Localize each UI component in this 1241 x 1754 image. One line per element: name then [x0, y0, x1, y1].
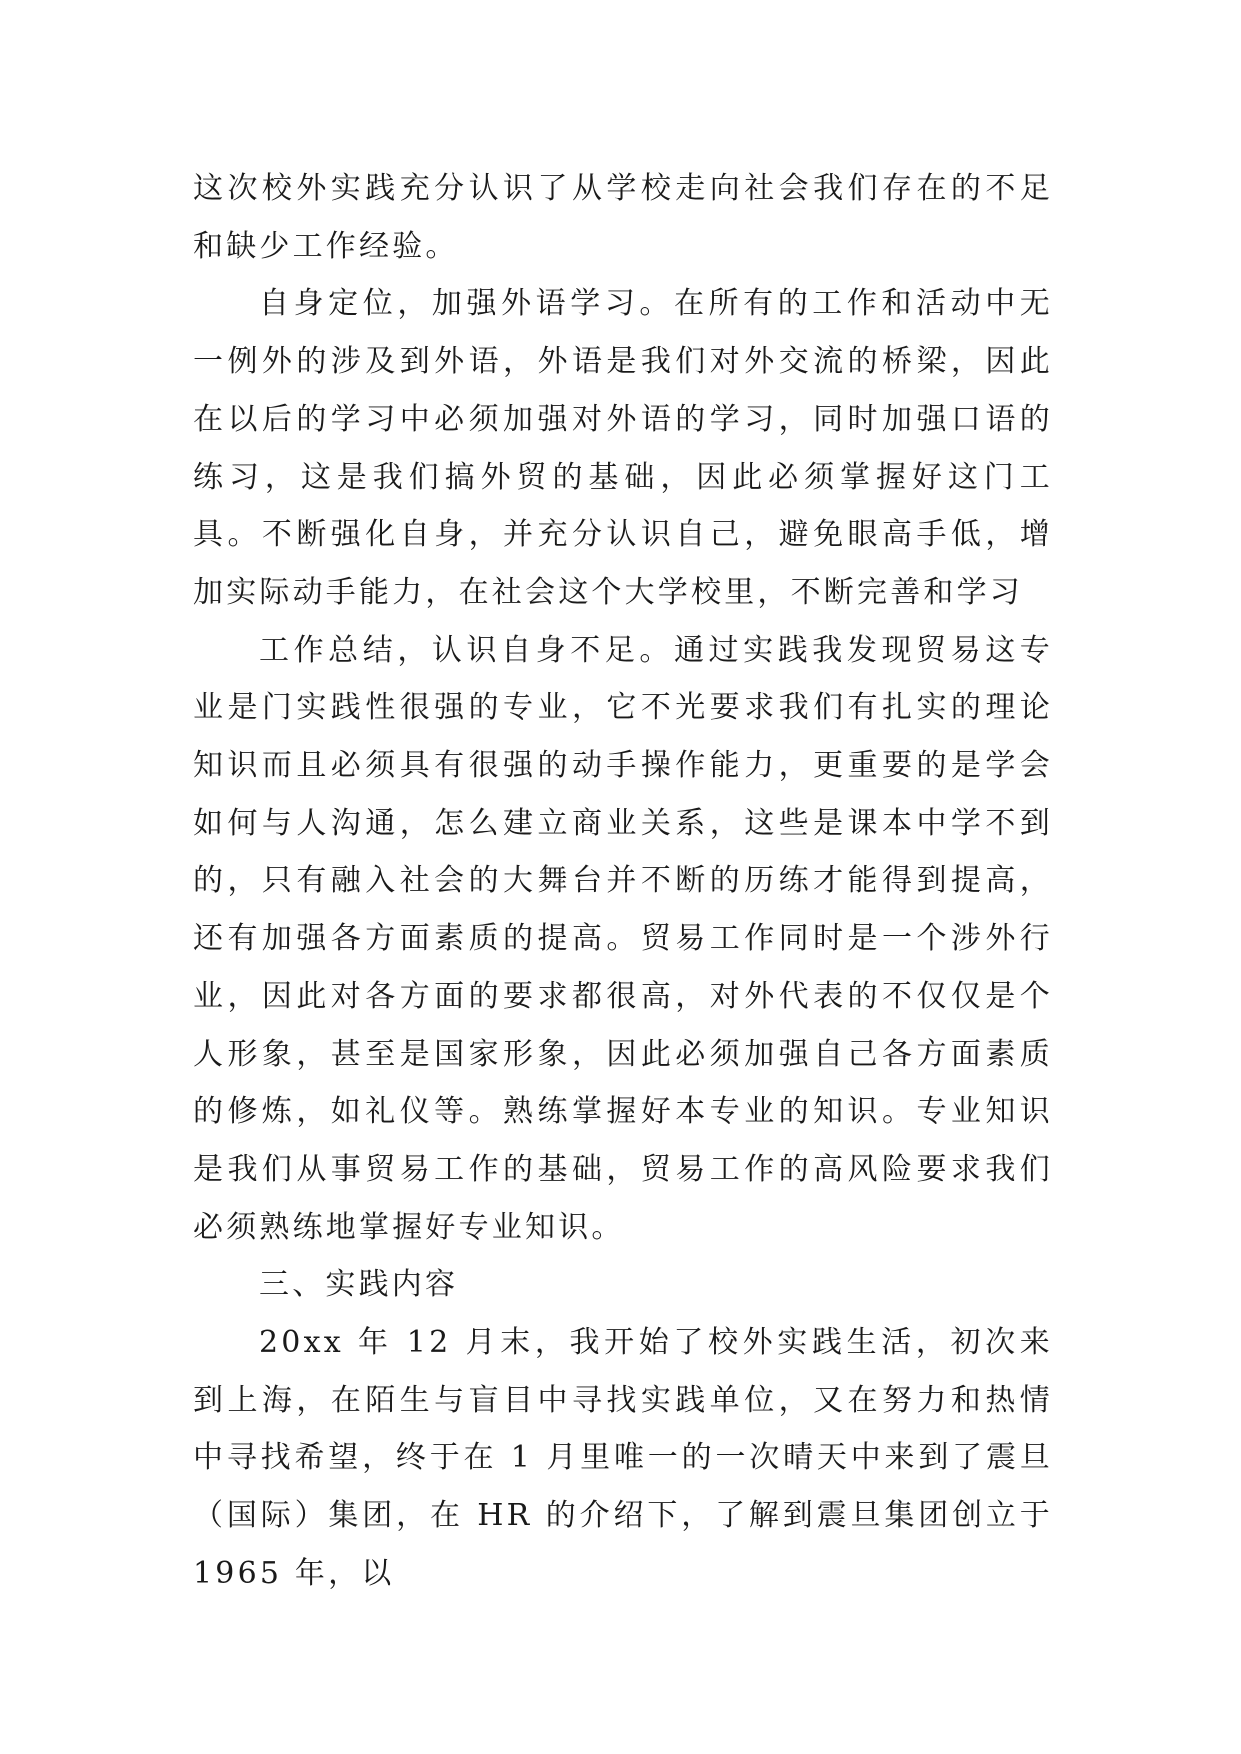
section-heading: 三、实践内容: [259, 1267, 459, 1303]
paragraph-1: 这次校外实践充分认识了从学校走向社会我们存在的不足和缺少工作经验。: [193, 171, 1053, 264]
document-body: [193, 160, 1053, 1603]
paragraph-2: 自身定位，加强外语学习。在所有的工作和活动中无一例外的涉及到外语，外语是我们对外交流的桥梁，因此在以后的学习中必须加强对外语的学习，同时加强口语的练习，这是我们搞外贸的基础，因此必须掌握好这门工具。不断强化自身，并充分认识自己，避免眼高手低，增加实际动手能力，在社会这个大学校里，不断完善和学习: [193, 286, 1053, 610]
paragraph-4: 20xx 年 12 月末，我开始了校外实践生活，初次来到上海，在陌生与盲目中寻找实践单位，又在努力和热情中寻找希望，终于在 1 月里唯一的一次晴天中来到了震旦（国际）集团，在 HR 的介绍下，了解到震旦集团创立于 1965 年，以: [193, 1325, 1053, 1591]
paragraph-3: 工作总结，认识自身不足。通过实践我发现贸易这专业是门实践性很强的专业，它不光要求我们有扎实的理论知识而且必须具有很强的动手操作能力，更重要的是学会如何与人沟通，怎么建立商业关系，这些是课本中学不到的，只有融入社会的大舞台并不断的历练才能得到提高，还有加强各方面素质的提高。贸易工作同时是一个涉外行业，因此对各方面的要求都很高，对外代表的不仅仅是个人形象，甚至是国家形象，因此必须加强自己各方面素质的修炼，如礼仪等。熟练掌握好本专业的知识。专业知识是我们从事贸易工作的基础，贸易工作的高风险要求我们必须熟练地掌握好专业知识。: [193, 632, 1053, 1245]
